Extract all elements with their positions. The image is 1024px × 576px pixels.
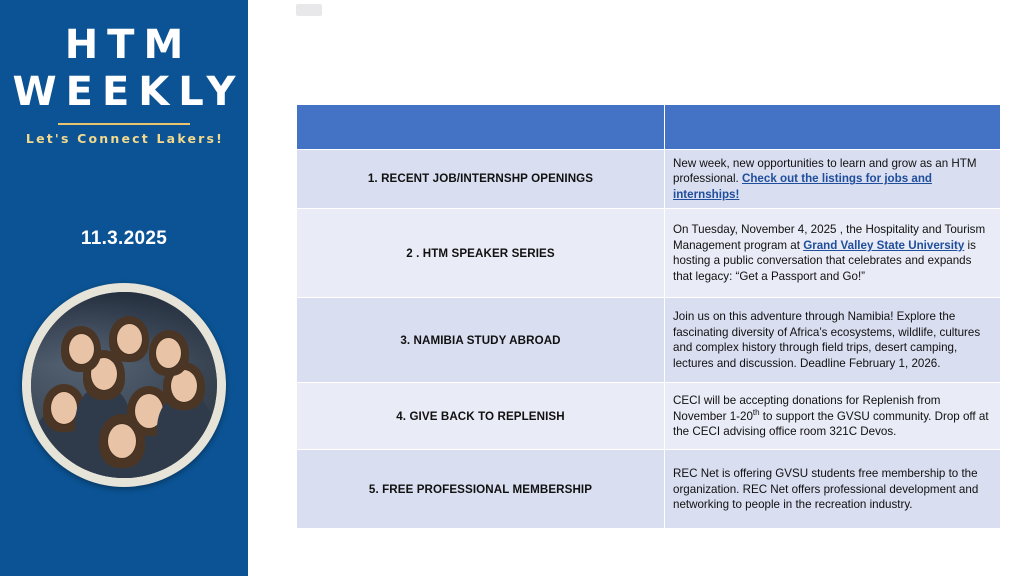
row-title: 5. FREE PROFESSIONAL MEMBERSHIP — [297, 450, 665, 529]
row-body — [665, 298, 1001, 383]
newsletter-table — [296, 104, 1001, 529]
row-body-text: New week, new opportunities to learn and grow as an HTM professional. — [673, 157, 977, 186]
logo-tagline: Let's Connect Lakers! — [25, 131, 225, 146]
newsletter-logo — [0, 22, 248, 146]
row-body — [665, 450, 1001, 529]
row-title: 1. RECENT JOB/INTERNSHP OPENINGS — [297, 150, 665, 209]
row-title: 4. GIVE BACK TO REPLENISH — [297, 383, 665, 450]
row-body — [665, 383, 1001, 450]
row-title: 3. NAMIBIA STUDY ABROAD — [297, 298, 665, 383]
logo-line-htm: HTM — [64, 22, 193, 68]
logo-divider — [58, 123, 190, 125]
table-row — [297, 209, 1001, 298]
person-face — [108, 424, 136, 458]
table-header-cell-right — [665, 105, 1001, 150]
table-row — [297, 298, 1001, 383]
row-body-text-tail: is hosting a public conversation that celebrates and expands that legacy: “Get a Passport and Go!” — [673, 238, 976, 283]
row-body-text: CECI will be accepting donations for Replenish from November 1-20 — [673, 393, 941, 423]
row-body — [665, 150, 1001, 209]
row-body-text: On Tuesday, November 4, 2025 , the Hospitality and Tourism Management program at — [673, 223, 986, 252]
jobs-internships-link[interactable]: Check out the listings for jobs and internships! — [673, 172, 932, 201]
ordinal-suffix: th — [752, 408, 760, 418]
table-row — [297, 450, 1001, 529]
table-row — [297, 383, 1001, 450]
row-body-text-tail: to support the GVSU community. Drop off at the CECI advising office room 321C Devos. — [673, 409, 989, 439]
person-face — [156, 338, 181, 368]
gvsu-link[interactable]: Grand Valley State University — [803, 238, 965, 252]
row-body-text: REC Net is offering GVSU students free membership to the organization. REC Net offers professional development and networking to people in the recreation industry. — [673, 467, 979, 511]
logo-line-weekly: WEEKLY — [12, 69, 245, 115]
person-face — [69, 334, 94, 364]
row-title: 2 . HTM SPEAKER SERIES — [297, 209, 665, 298]
group-photo — [31, 292, 217, 478]
issue-date: 11.3.2025 — [80, 228, 168, 249]
table-header-row — [297, 105, 1001, 150]
slide-artifact — [296, 4, 322, 16]
person-face — [117, 324, 142, 354]
newsletter-table-wrapper — [296, 104, 1000, 529]
person-face — [51, 392, 77, 424]
table-row — [297, 150, 1001, 209]
row-body — [665, 209, 1001, 298]
row-body-text: Join us on this adventure through Namibia! Explore the fascinating diversity of Africa’s ecosystems, wildlife, cultures and complex history through field trips, desert camping, lectures and discussion. Deadline February 1, 2026. — [673, 310, 981, 370]
group-photo-frame — [22, 283, 226, 487]
left-sidebar — [0, 0, 248, 576]
table-header-cell-left — [297, 105, 665, 150]
